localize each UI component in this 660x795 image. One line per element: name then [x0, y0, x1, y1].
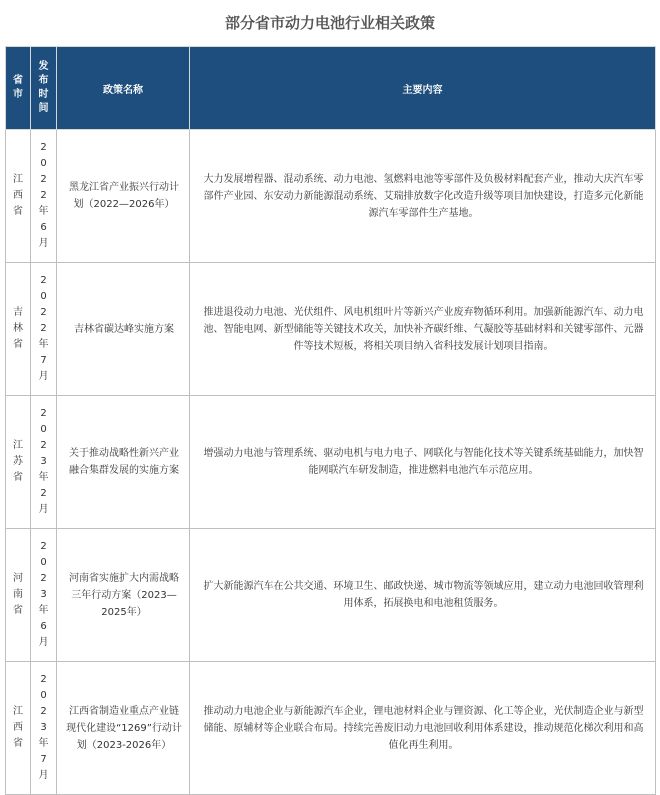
policy-table: [5, 46, 656, 795]
table-row: [6, 662, 656, 795]
province-cell: 江西省: [6, 662, 31, 795]
province-cell: 吉林省: [6, 263, 31, 396]
province-cell: 江苏省: [6, 396, 31, 529]
policy-name-cell: 吉林省碳达峰实施方案: [57, 263, 190, 396]
table-row: [6, 396, 656, 529]
policy-content-cell: 推动动力电池企业与新能源汽车企业，锂电池材料企业与锂资源、化工等企业，光伏制造企业与新型储能、原辅材等企业联合布局。持续完善废旧动力电池回收利用体系建设，推动规范化梯次利用和高值化再生利用。: [190, 662, 656, 795]
policy-name-cell: 江西省制造业重点产业链现代化建设“1269”行动计划（2023-2026年）: [57, 662, 190, 795]
date-cell: 2022年7月: [31, 263, 57, 396]
province-cell: 江西省: [6, 130, 31, 263]
table-row: [6, 130, 656, 263]
date-cell: 2023年7月: [31, 662, 57, 795]
header-policy-name: 政策名称: [57, 47, 190, 130]
table-row: [6, 529, 656, 662]
table-header-row: [6, 47, 656, 130]
header-main-content: 主要内容: [190, 47, 656, 130]
policy-content-cell: 大力发展增程器、混动系统、动力电池、氢燃料电池等零部件及负极材料配套产业，推动大庆汽车零部件产业园、东安动力新能源混动系统、艾瑞排放数字化改造升级等项目加快建设，打造多元化新能源汽车零部件生产基地。: [190, 130, 656, 263]
date-cell: 2023年2月: [31, 396, 57, 529]
policy-content-cell: 增强动力电池与管理系统、驱动电机与电力电子、网联化与智能化技术等关键系统基础能力，加快智能网联汽车研发制造，推进燃料电池汽车示范应用。: [190, 396, 656, 529]
date-cell: 2023年6月: [31, 529, 57, 662]
header-province: 省市: [6, 47, 31, 130]
province-cell: 河南省: [6, 529, 31, 662]
date-cell: 2022年6月: [31, 130, 57, 263]
header-date: 发布时间: [31, 47, 57, 130]
policy-content-cell: 推进退役动力电池、光伏组件、风电机组叶片等新兴产业废弃物循环利用。加强新能源汽车、动力电池、智能电网、新型储能等关键技术攻关，加快补齐碳纤维、气凝胶等基础材料和关键零部件、元器件等技术短板，将相关项目纳入省科技发展计划项目指南。: [190, 263, 656, 396]
policy-name-cell: 河南省实施扩大内需战略三年行动方案（2023—2025年）: [57, 529, 190, 662]
table-row: [6, 263, 656, 396]
page-title: 部分省市动力电池行业相关政策: [224, 14, 435, 32]
policy-name-cell: 关于推动战略性新兴产业融合集群发展的实施方案: [57, 396, 190, 529]
policy-name-cell: 黑龙江省产业振兴行动计划（2022—2026年）: [57, 130, 190, 263]
policy-content-cell: 扩大新能源汽车在公共交通、环境卫生、邮政快递、城市物流等领域应用，建立动力电池回收管理利用体系，拓展换电和电池租赁服务。: [190, 529, 656, 662]
